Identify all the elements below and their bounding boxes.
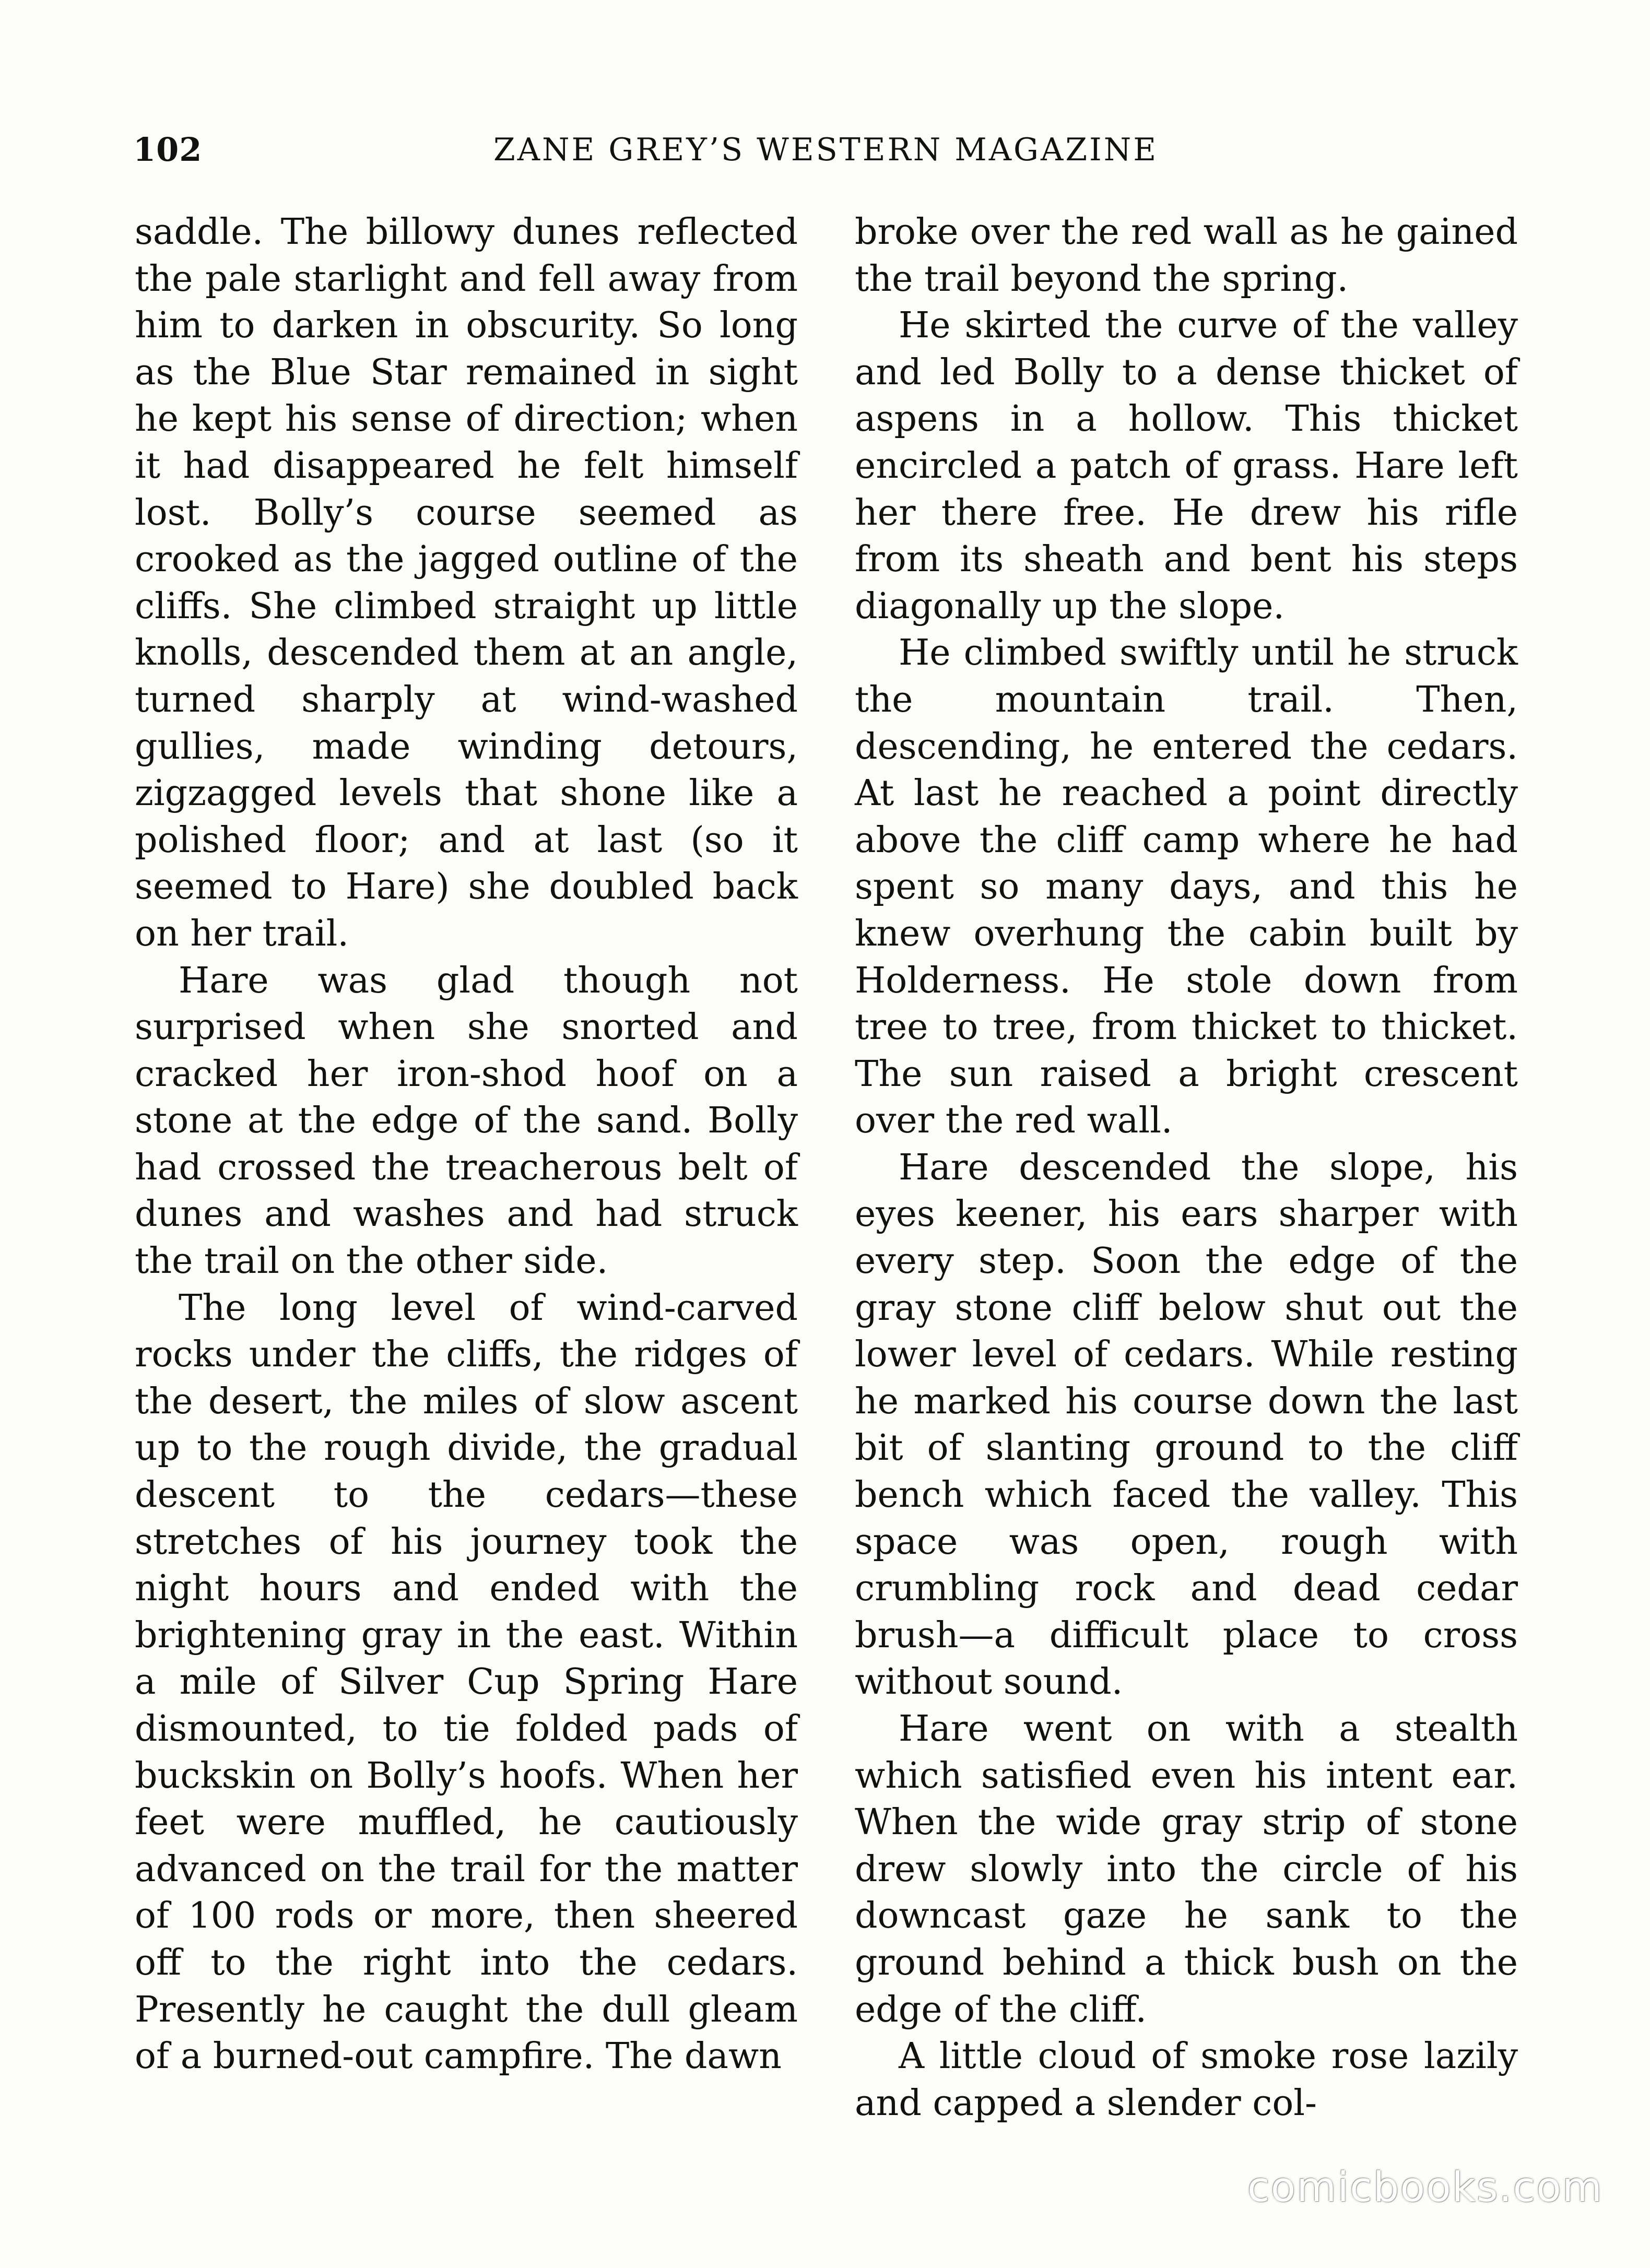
paragraph: broke over the red wall as he gained the trail beyond the spring.	[855, 211, 1518, 300]
site-watermark: comicbooks.com	[1247, 2164, 1603, 2211]
paragraph: Hare was glad though not surprised when she snorted and cracked her iron-shod hoof on a stone at the edge of the sand. Bolly had crossed the treacherous belt of dunes and washes and had struck the trail on the other side.	[135, 960, 798, 1282]
paragraph: He skirted the curve of the valley and led Bolly to a dense thicket of aspens in a hollow. This thicket encircled a patch of grass. Hare left her there free. He drew his rifle from its sheath and bent his steps diagonally up the slope.	[855, 305, 1518, 627]
right-text-column	[855, 209, 1518, 2127]
page-header	[133, 131, 1517, 188]
paragraph: Hare went on with a stealth which satisfied even his intent ear. When the wide gray strip of stone drew slowly into the circle of his downcast gaze he sank to the ground behind a thick bush on the edge of the cliff.	[855, 1708, 1518, 2030]
paragraph: A little cloud of smoke rose lazily and capped a slender col-	[855, 2036, 1518, 2124]
paragraph: Hare descended the slope, his eyes keener, his ears sharper with every step. Soon the edge of the gray stone cliff below shut out the lower level of cedars. While resting he marked his course down the last bit of slanting ground to the cliff bench which faced the valley. This space was open, rough with crumbling rock and dead cedar brush—a difficult place to cross without sound.	[855, 1147, 1518, 1703]
paragraph: The long level of wind-carved rocks under the cliffs, the ridges of the desert, the miles of slow ascent up to the rough divide, the gradual descent to the cedars—these stretches of his journey took the night hours and ended with the brightening gray in the east. Within a mile of Silver Cup Spring Hare dismounted, to tie folded pads of buckskin on Bolly’s hoofs. When her feet were muffled, he cautiously advanced on the trail for the matter of 100 rods or more, then sheered off to the right into the cedars. Presently he caught the dull gleam of a burned-out campfire. The dawn	[135, 1287, 798, 2077]
page-number: 102	[133, 131, 203, 169]
paragraph: saddle. The billowy dunes reflected the pale starlight and fell away from him to darken in obscurity. So long as the Blue Star remained in sight he kept his sense of direction; when it had disappeared he felt himself lost. Bolly’s course seemed as crooked as the jagged outline of the cliffs. She climbed straight up little knolls, descended them at an angle, turned sharply at wind-washed gullies, made winding detours, zigzagged levels that shone like a polished floor; and at last (so it seemed to Hare) she doubled back on her trail.	[135, 211, 798, 954]
left-text-column	[135, 209, 798, 2080]
paragraph: He climbed swiftly until he struck the mountain trail. Then, descending, he entered the cedars. At last he reached a point directly above the cliff camp where he had spent so many days, and this he knew overhung the cabin built by Holderness. He stole down from tree to tree, from thicket to thicket. The sun raised a bright crescent over the red wall.	[855, 632, 1518, 1142]
running-title: ZANE GREY’S WESTERN MAGAZINE	[493, 132, 1159, 168]
